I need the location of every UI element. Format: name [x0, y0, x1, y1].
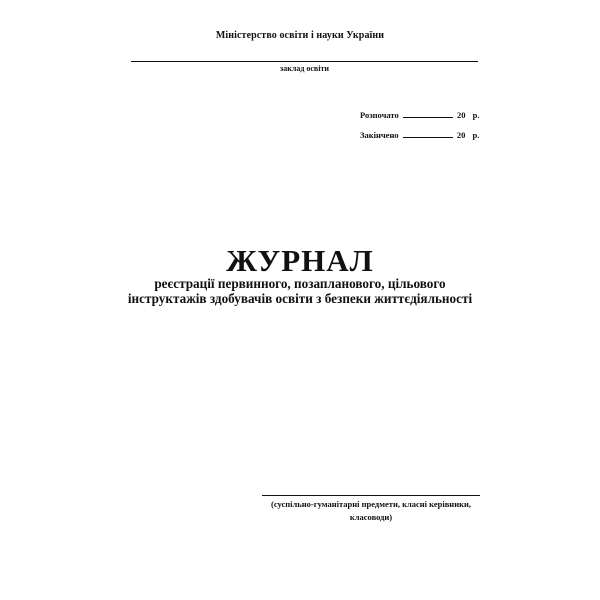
- date-started-label: Розпочато: [360, 110, 399, 120]
- journal-subtitle-line-1: реєстрації первинного, позапланового, цільового: [154, 276, 446, 291]
- date-finished-label: Закінчено: [360, 130, 399, 140]
- category-label-line-2: класоводи): [349, 512, 393, 522]
- date-finished-year-suffix: р.: [472, 130, 480, 140]
- category-label-line-1: (суспільно-гуманітарні предмети, класні керівники,: [270, 499, 472, 509]
- category-label: [248, 498, 494, 524]
- journal-title: ЖУРНАЛ: [226, 243, 374, 278]
- date-started-blank: [403, 117, 453, 118]
- date-started-year: 20: [456, 110, 466, 120]
- institution-label: заклад освіти: [280, 64, 329, 73]
- date-finished-year: 20: [456, 130, 466, 140]
- institution-fill-line: [131, 61, 478, 62]
- date-started-row: [360, 110, 479, 120]
- ministry-name: Міністерство освіти і науки України: [215, 30, 385, 41]
- category-fill-line: [262, 495, 480, 496]
- journal-subtitle-line-2: інструктажів здобувачів освіти з безпеки життєдіяльності: [127, 291, 473, 306]
- date-started-year-suffix: р.: [472, 110, 480, 120]
- date-finished-blank: [403, 137, 453, 138]
- date-finished-row: [360, 130, 479, 140]
